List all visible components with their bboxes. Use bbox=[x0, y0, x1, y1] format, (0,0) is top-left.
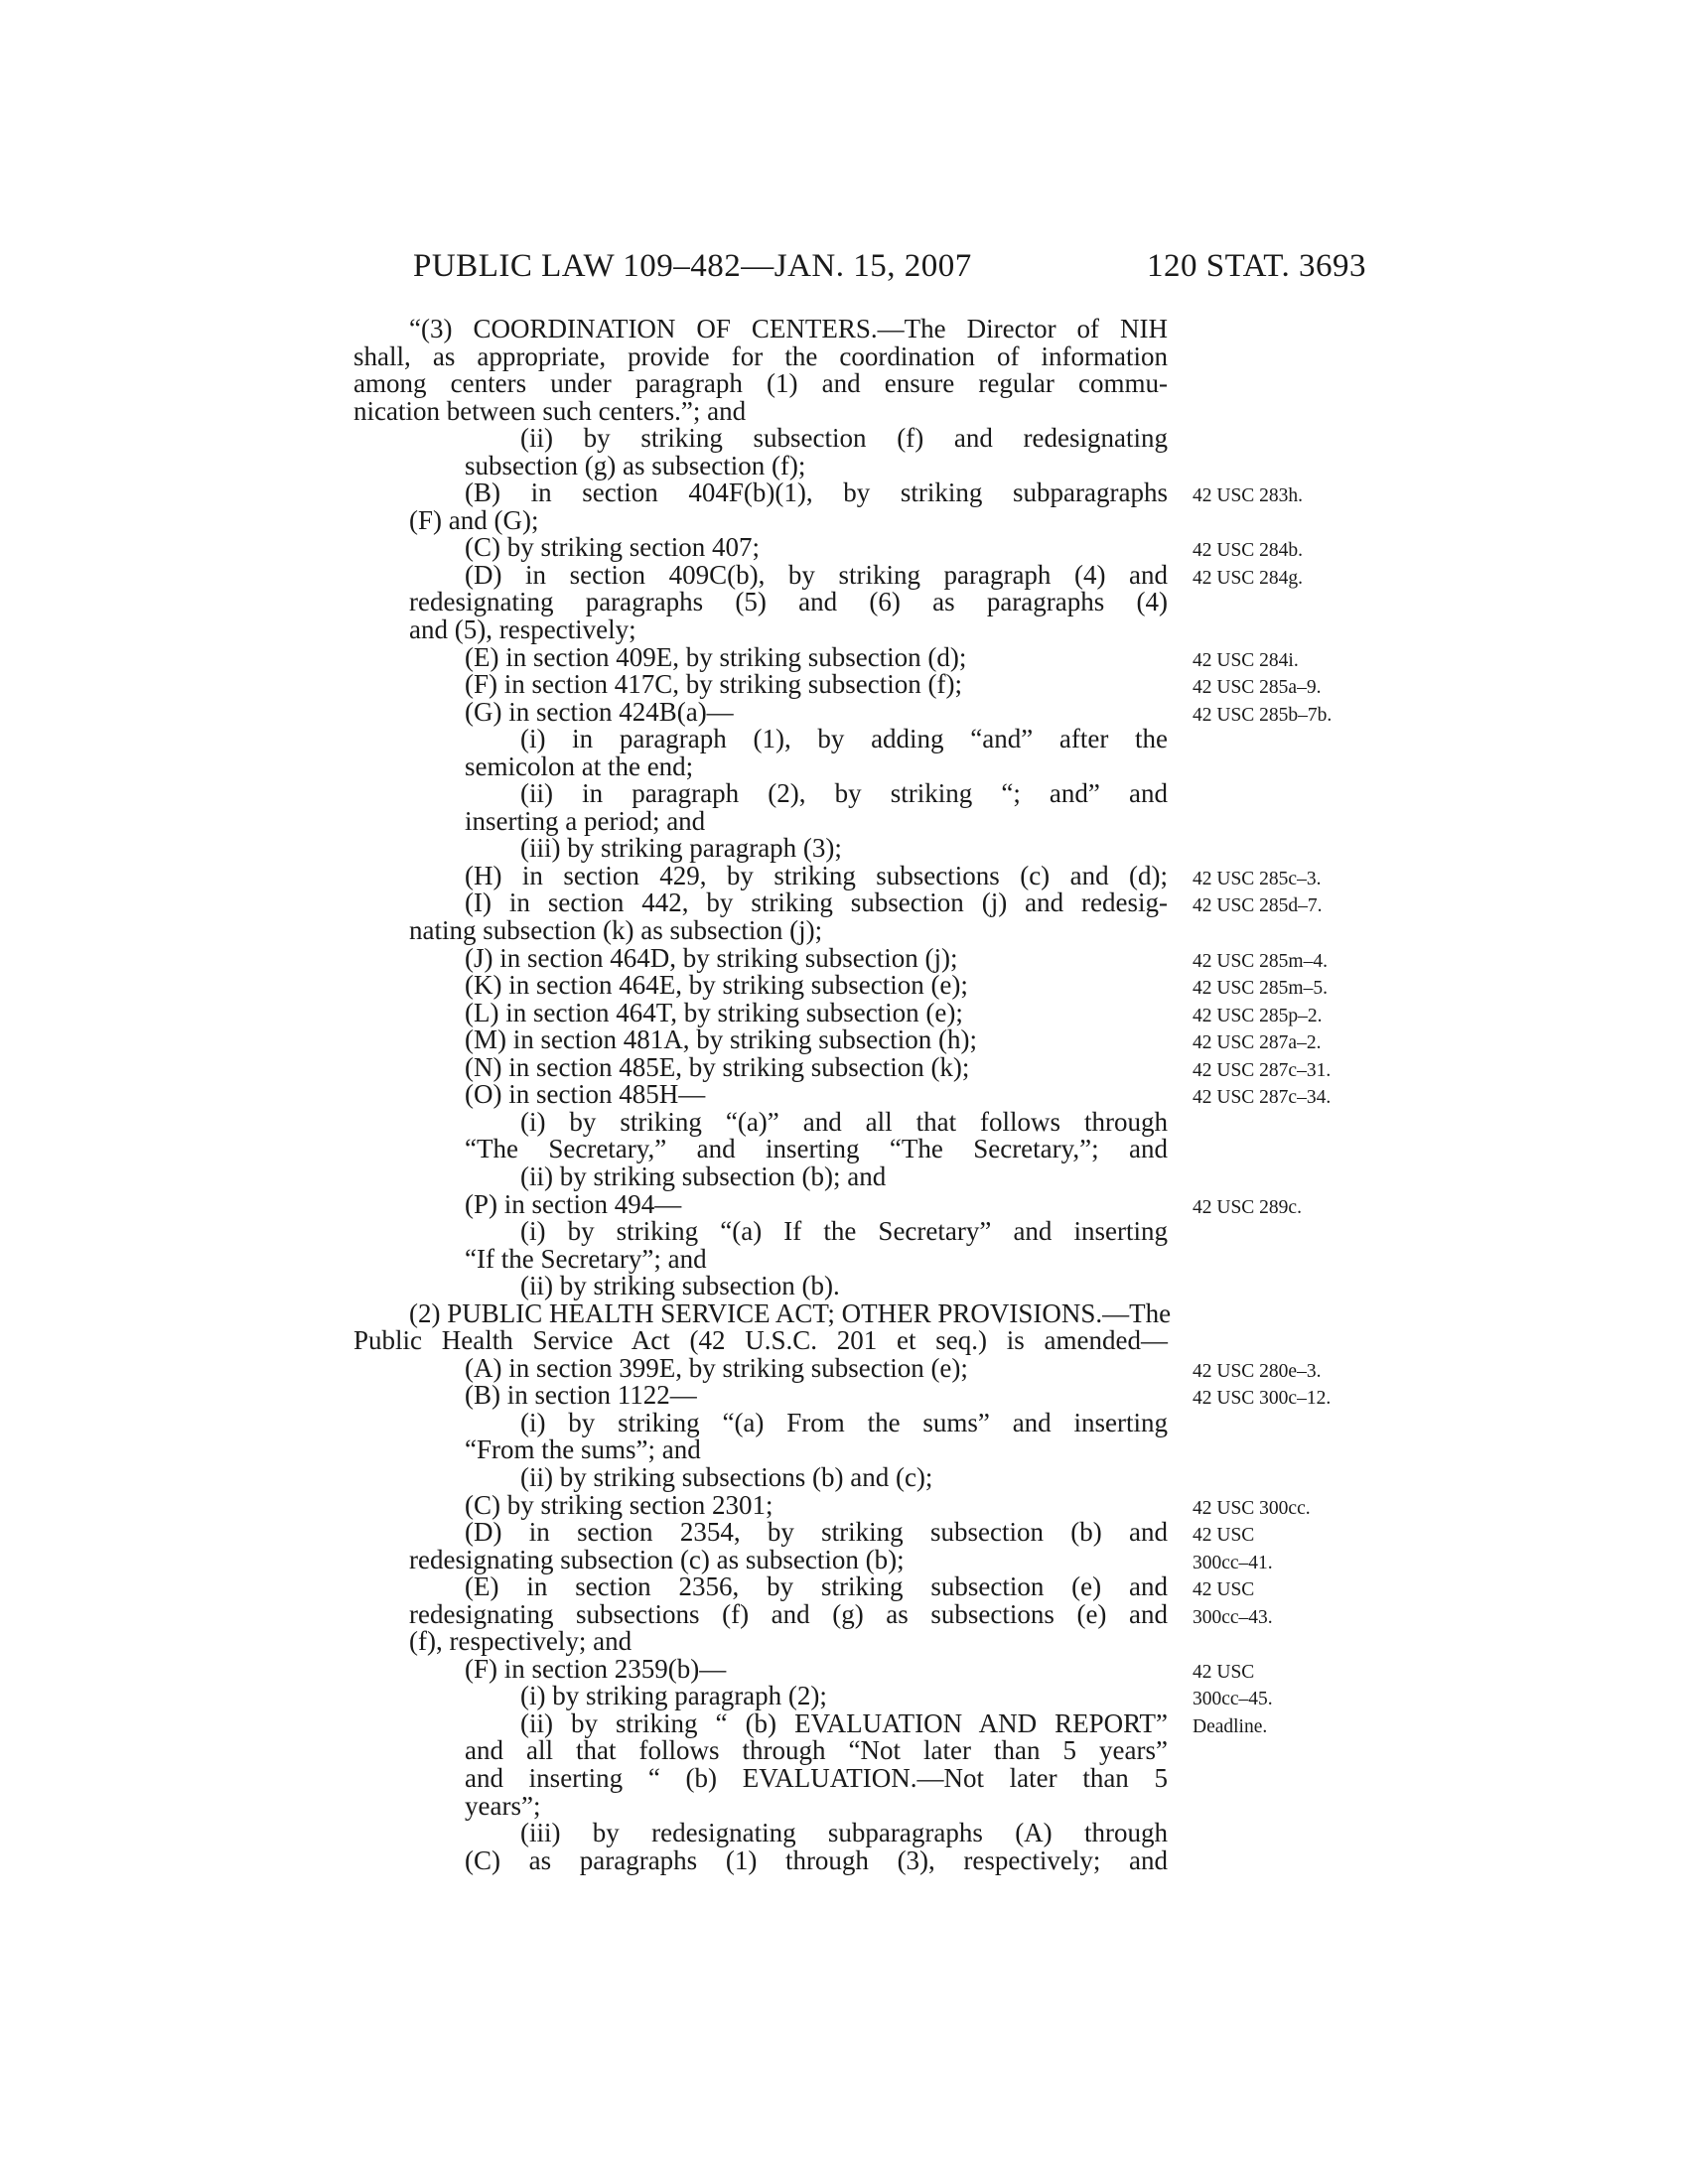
text-line bbox=[353, 504, 1366, 535]
line-text: (C) as paragraphs (1) through (3), respectively; and bbox=[465, 1844, 1168, 1875]
text-line bbox=[353, 780, 1366, 808]
line-text: (D) in section 409C(b), by striking paragraph (4) and bbox=[465, 559, 1168, 590]
text-line bbox=[353, 1297, 1366, 1328]
line-text: redesignating subsections (f) and (g) as subsections (e) and bbox=[409, 1598, 1168, 1629]
text-line bbox=[353, 997, 1366, 1027]
line-text: and (5), respectively; bbox=[409, 614, 636, 645]
margin-citation: 42 USC 289c. bbox=[1193, 1196, 1302, 1218]
text-line bbox=[353, 1436, 1366, 1464]
text-line bbox=[353, 1026, 1366, 1054]
text-line bbox=[353, 1737, 1366, 1765]
text-line bbox=[353, 805, 1366, 836]
line-text: “If the Secretary”; and bbox=[465, 1243, 707, 1274]
line-text: (F) in section 417C, by striking subsection (f); bbox=[465, 669, 962, 700]
line-text: nating subsection (k) as subsection (j); bbox=[409, 915, 823, 946]
text-line bbox=[353, 1160, 1366, 1191]
line-text: (i) by striking paragraph (2); bbox=[520, 1681, 827, 1711]
margin-citation: 42 USC 285a–9. bbox=[1193, 677, 1322, 699]
margin-citation: 42 USC 285c–3. bbox=[1193, 868, 1322, 889]
line-text: (ii) by striking “ (b) EVALUATION AND REPORT” bbox=[520, 1707, 1168, 1738]
line-text: (iii) by striking paragraph (3); bbox=[520, 833, 842, 864]
line-text: (G) in section 424B(a)— bbox=[465, 696, 734, 727]
margin-citation: 42 USC bbox=[1193, 1661, 1255, 1683]
line-text: and inserting “ (b) EVALUATION.—Not later than 5 bbox=[465, 1762, 1168, 1793]
text-line bbox=[353, 1188, 1366, 1219]
margin-citation: 300cc–41. bbox=[1193, 1552, 1273, 1573]
page-header bbox=[353, 248, 1366, 288]
line-text: (C) by striking section 2301; bbox=[465, 1489, 774, 1520]
line-text: (i) in paragraph (1), by adding “and” after the bbox=[520, 724, 1168, 754]
line-text: (A) in section 399E, by striking subsection (e); bbox=[465, 1352, 968, 1383]
line-text: subsection (g) as subsection (f); bbox=[465, 450, 806, 480]
text-line bbox=[353, 1628, 1366, 1656]
text-line bbox=[353, 1461, 1366, 1492]
text-line bbox=[353, 316, 1366, 343]
margin-citation: 42 USC 284b. bbox=[1193, 540, 1304, 562]
margin-citation: 42 USC 285b–7b. bbox=[1193, 704, 1333, 726]
text-line bbox=[353, 1683, 1366, 1710]
line-text: shall, as appropriate, provide for the coordination of information bbox=[353, 341, 1168, 371]
text-line bbox=[353, 395, 1366, 426]
line-text: (B) in section 1122— bbox=[465, 1380, 697, 1411]
text-line bbox=[353, 1790, 1366, 1821]
line-text: (i) by striking “(a) From the sums” and inserting bbox=[520, 1407, 1168, 1437]
margin-citation: 42 USC 285m–4. bbox=[1193, 950, 1328, 972]
margin-citation: 42 USC 284g. bbox=[1193, 567, 1304, 589]
line-text: (i) by striking “(a) If the Secretary” and inserting bbox=[520, 1216, 1168, 1247]
line-text: (2) PUBLIC HEALTH SERVICE ACT; OTHER PROVISIONS.—The bbox=[409, 1297, 1172, 1328]
text-line bbox=[353, 1382, 1366, 1410]
margin-citation: 42 USC 283h. bbox=[1193, 485, 1304, 507]
text-line bbox=[353, 1573, 1366, 1601]
text-line bbox=[353, 1218, 1366, 1246]
text-line bbox=[353, 343, 1366, 371]
line-text: Public Health Service Act (42 U.S.C. 201 et seq.) is amended— bbox=[353, 1325, 1168, 1356]
line-text: redesignating paragraphs (5) and (6) as paragraphs (4) bbox=[409, 587, 1168, 617]
line-text: semicolon at the end; bbox=[465, 751, 694, 781]
margin-citation: 42 USC bbox=[1193, 1525, 1255, 1547]
text-line bbox=[353, 1598, 1366, 1629]
text-line bbox=[353, 1352, 1366, 1383]
margin-citation: 42 USC 285m–5. bbox=[1193, 978, 1328, 1000]
line-text: (B) in section 404F(b)(1), by striking subparagraphs bbox=[465, 478, 1168, 508]
margin-citation: Deadline. bbox=[1193, 1715, 1268, 1737]
line-text: (ii) by striking subsections (b) and (c); bbox=[520, 1461, 933, 1492]
line-text: (H) in section 429, by striking subsections (c) and (d); bbox=[465, 860, 1168, 890]
margin-citation: 300cc–43. bbox=[1193, 1606, 1273, 1628]
line-text: “(3) COORDINATION OF CENTERS.—The Director of NIH bbox=[409, 314, 1168, 343]
text-line bbox=[353, 1653, 1366, 1684]
text-line bbox=[353, 589, 1366, 616]
margin-citation: 42 USC 284i. bbox=[1193, 649, 1299, 671]
margin-citation: 42 USC 300cc. bbox=[1193, 1497, 1311, 1519]
text-line bbox=[353, 1327, 1366, 1355]
text-line bbox=[353, 835, 1366, 863]
text-line bbox=[353, 1844, 1366, 1875]
text-line bbox=[353, 1820, 1366, 1847]
text-line bbox=[353, 641, 1366, 672]
margin-citation: 42 USC 287c–31. bbox=[1193, 1059, 1332, 1081]
line-text: (f), respectively; and bbox=[409, 1626, 633, 1657]
text-line bbox=[353, 1407, 1366, 1437]
margin-citation: 42 USC 287c–34. bbox=[1193, 1087, 1332, 1109]
line-text: (N) in section 485E, by striking subsection (k); bbox=[465, 1051, 970, 1082]
text-line bbox=[353, 889, 1366, 917]
line-text: (D) in section 2354, by striking subsection (b) and bbox=[465, 1517, 1168, 1548]
margin-citation: 42 USC 285d–7. bbox=[1193, 895, 1323, 917]
margin-citation: 42 USC bbox=[1193, 1579, 1255, 1601]
line-text: nication between such centers.”; and bbox=[353, 395, 747, 426]
line-text: redesignating subsection (c) as subsection (b); bbox=[409, 1544, 905, 1574]
text-line bbox=[353, 616, 1366, 644]
text-line bbox=[353, 1273, 1366, 1300]
statute-page-reference: 120 STAT. 3693 bbox=[1146, 248, 1366, 284]
line-text: years”; bbox=[465, 1790, 541, 1821]
text-line bbox=[353, 1707, 1366, 1738]
text-line bbox=[353, 450, 1366, 480]
text-line bbox=[353, 671, 1366, 699]
line-text: (F) in section 2359(b)— bbox=[465, 1653, 727, 1684]
line-text: (ii) by striking subsection (b); and bbox=[520, 1160, 887, 1191]
text-line bbox=[353, 860, 1366, 890]
text-line bbox=[353, 425, 1366, 453]
text-line bbox=[353, 726, 1366, 753]
text-line bbox=[353, 559, 1366, 590]
line-text: (iii) by redesignating subparagraphs (A) through bbox=[520, 1818, 1168, 1848]
line-text: (F) and (G); bbox=[409, 504, 539, 535]
line-text: (I) in section 442, by striking subsection (j) and redesig- bbox=[465, 887, 1168, 918]
text-line bbox=[353, 972, 1366, 1000]
line-text: (C) by striking section 407; bbox=[465, 532, 760, 563]
line-text: (i) by striking “(a)” and all that follows through bbox=[520, 1106, 1168, 1137]
text-line bbox=[353, 1519, 1366, 1547]
line-text: (ii) by striking subsection (f) and redesignating bbox=[520, 423, 1168, 454]
line-text: (ii) by striking subsection (b). bbox=[520, 1271, 840, 1301]
margin-citation: 42 USC 300c–12. bbox=[1193, 1388, 1332, 1410]
line-text: (J) in section 464D, by striking subsection (j); bbox=[465, 942, 958, 973]
line-text: “From the sums”; and bbox=[465, 1434, 701, 1465]
line-text: (O) in section 485H— bbox=[465, 1079, 706, 1110]
text-line bbox=[353, 534, 1366, 562]
text-line bbox=[353, 1243, 1366, 1274]
text-line bbox=[353, 479, 1366, 507]
text-line bbox=[353, 1762, 1366, 1793]
margin-citation: 300cc–45. bbox=[1193, 1689, 1273, 1710]
text-line bbox=[353, 370, 1366, 398]
margin-citation: 42 USC 287a–2. bbox=[1193, 1032, 1322, 1054]
text-line bbox=[353, 917, 1366, 945]
line-text: (P) in section 494— bbox=[465, 1188, 682, 1219]
text-line bbox=[353, 1106, 1366, 1137]
margin-citation: 42 USC 280e–3. bbox=[1193, 1360, 1322, 1382]
line-text: (K) in section 464E, by striking subsection (e); bbox=[465, 970, 968, 1001]
text-line bbox=[353, 942, 1366, 973]
line-text: (ii) in paragraph (2), by striking “; and” and bbox=[520, 778, 1168, 809]
line-text: (E) in section 409E, by striking subsection (d); bbox=[465, 641, 967, 672]
text-line bbox=[353, 696, 1366, 727]
text-line bbox=[353, 1489, 1366, 1520]
line-text: “The Secretary,” and inserting “The Secretary,”; and bbox=[465, 1134, 1168, 1164]
margin-citation: 42 USC 285p–2. bbox=[1193, 1005, 1323, 1026]
public-law-title: PUBLIC LAW 109–482—JAN. 15, 2007 bbox=[413, 248, 972, 284]
text-line bbox=[353, 753, 1366, 781]
line-text: (M) in section 481A, by striking subsection (h); bbox=[465, 1024, 977, 1055]
law-body-text bbox=[353, 316, 1366, 1874]
text-line bbox=[353, 1051, 1366, 1082]
line-text: inserting a period; and bbox=[465, 805, 706, 836]
text-line bbox=[353, 1544, 1366, 1574]
line-text: among centers under paragraph (1) and ensure regular commu- bbox=[353, 368, 1168, 399]
text-line bbox=[353, 1081, 1366, 1109]
line-text: (E) in section 2356, by striking subsection (e) and bbox=[465, 1571, 1168, 1602]
line-text: (L) in section 464T, by striking subsection (e); bbox=[465, 997, 963, 1027]
text-line bbox=[353, 1136, 1366, 1163]
line-text: and all that follows through “Not later than 5 years” bbox=[465, 1735, 1168, 1766]
